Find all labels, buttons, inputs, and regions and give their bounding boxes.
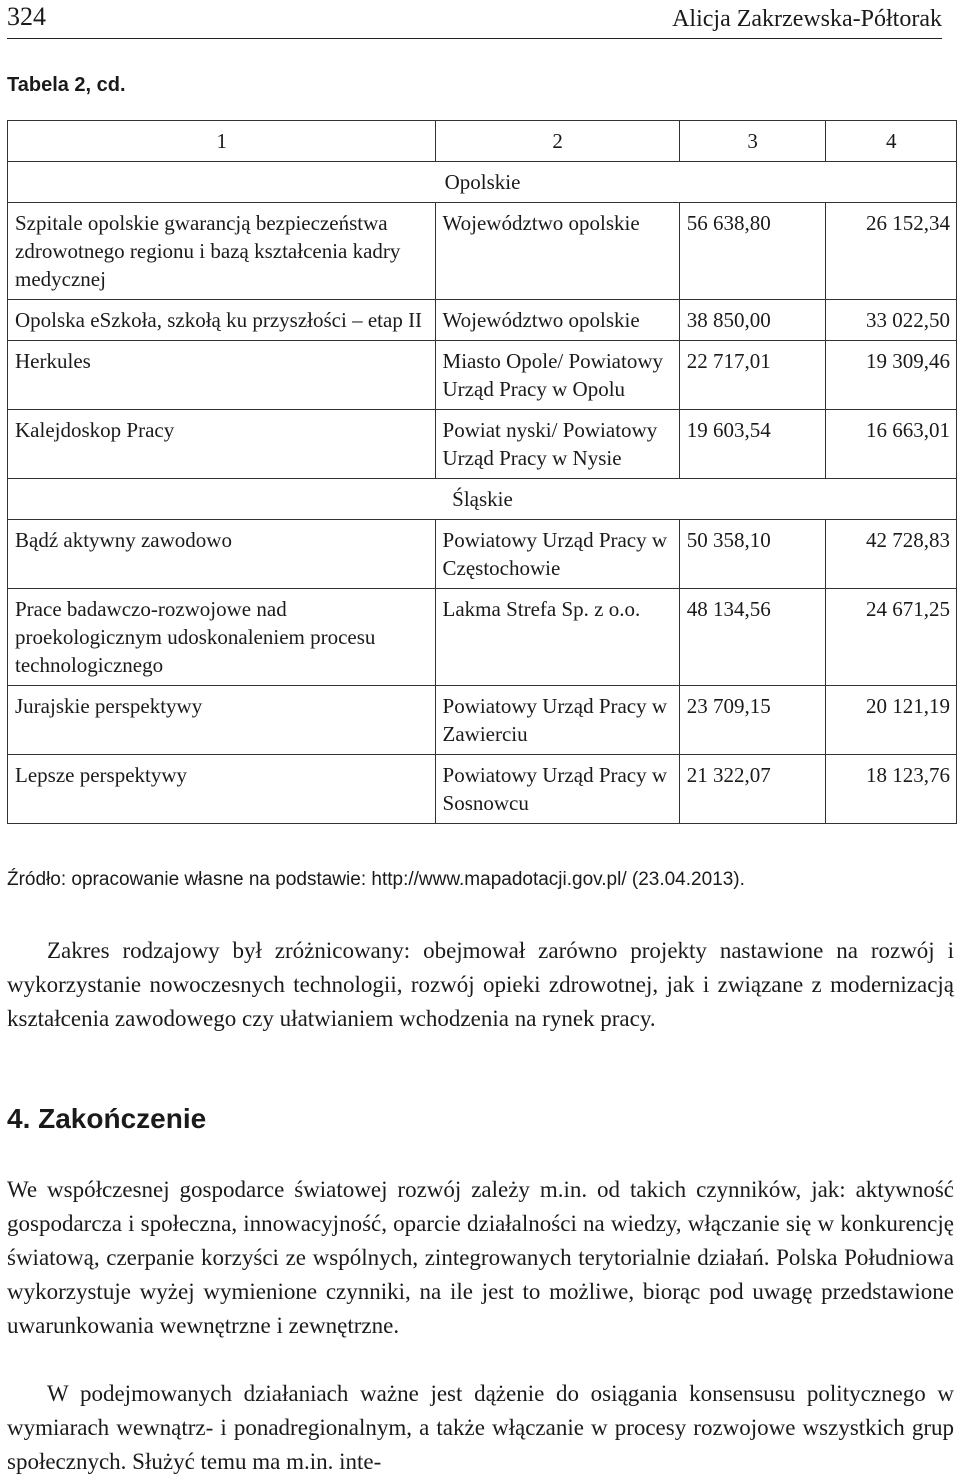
body-paragraph: W podejmowanych działaniach ważne jest dążenie do osiągania konsensusu politycznego w wymiarach wewnątrz- i ponadregionalnym, a także włączanie w procesy rozwojowe wszystkich grup społecznych. Służyć temu ma m.in. inte- — [7, 1381, 954, 1474]
body-paragraph: We współczesnej gospodarce światowej rozwój zależy m.in. od takich czynników, jak: aktywność gospodarcza i społeczna, innowacyjność, oparcie działalności na wiedzy, włączanie się w konkurencję światową, czerpanie korzyści ze wspólnych, zintegrowanych terytorialnie działań. Polska Południowa wykorzystuje wyżej wymienione czynniki, na ile jest to możliwe, biorąc pod uwagę przedstawione uwarunkowania wewnętrzne i zewnętrzne. — [7, 1177, 954, 1338]
value-total: 50 358,10 — [679, 520, 825, 589]
table-row — [8, 203, 957, 300]
value-total: 23 709,15 — [679, 686, 825, 755]
project-name: Prace badawczo-rozwojowe nad proekologicznym udoskonaleniem procesu technologicznego — [8, 589, 436, 686]
beneficiary: Powiatowy Urząd Pracy w Częstochowie — [435, 520, 679, 589]
column-number: 1 — [8, 121, 436, 162]
beneficiary: Województwo opolskie — [435, 300, 679, 341]
table-row — [8, 410, 957, 479]
value-eu: 24 671,25 — [825, 589, 956, 686]
value-eu: 16 663,01 — [825, 410, 956, 479]
project-name: Opolska eSzkoła, szkołą ku przyszłości – etap II — [8, 300, 436, 341]
page-header — [7, 2, 942, 39]
table-row — [8, 520, 957, 589]
region-label: Śląskie — [8, 479, 957, 520]
value-total: 21 322,07 — [679, 755, 825, 824]
project-name: Szpitale opolskie gwarancją bezpieczeństwa zdrowotnego regionu i bazą kształcenia kadry medycznej — [8, 203, 436, 300]
value-eu: 33 022,50 — [825, 300, 956, 341]
table-row — [8, 589, 957, 686]
value-eu: 19 309,46 — [825, 341, 956, 410]
beneficiary: Powiat nyski/ Powiatowy Urząd Pracy w Nysie — [435, 410, 679, 479]
value-total: 19 603,54 — [679, 410, 825, 479]
beneficiary: Miasto Opole/ Powiatowy Urząd Pracy w Opolu — [435, 341, 679, 410]
region-row — [8, 162, 957, 203]
table-row — [8, 300, 957, 341]
value-total: 22 717,01 — [679, 341, 825, 410]
region-row — [8, 479, 957, 520]
project-name: Jurajskie perspektywy — [8, 686, 436, 755]
table-row — [8, 341, 957, 410]
value-total: 38 850,00 — [679, 300, 825, 341]
project-name: Bądź aktywny zawodowo — [8, 520, 436, 589]
body-paragraph: Zakres rodzajowy był zróżnicowany: obejmował zarówno projekty nastawione na rozwój i wykorzystanie nowoczesnych technologii, rozwój opieki zdrowotnej, jak i związane z modernizacją kształcenia zawodowego czy ułatwianiem wchodzenia na rynek pracy. — [7, 938, 954, 1031]
region-label: Opolskie — [8, 162, 957, 203]
value-eu: 26 152,34 — [825, 203, 956, 300]
table-caption: Tabela 2, cd. — [7, 74, 126, 96]
running-author: Alicja Zakrzewska-Półtorak — [672, 6, 942, 32]
value-eu: 42 728,83 — [825, 520, 956, 589]
value-eu: 18 123,76 — [825, 755, 956, 824]
projects-table — [7, 120, 957, 824]
table-row — [8, 686, 957, 755]
column-number: 3 — [679, 121, 825, 162]
column-number: 2 — [435, 121, 679, 162]
table-row — [8, 755, 957, 824]
table-source-note: Źródło: opracowanie własne na podstawie: http://www.mapadotacji.gov.pl/ (23.04.2013). — [7, 869, 745, 890]
project-name: Kalejdoskop Pracy — [8, 410, 436, 479]
beneficiary: Województwo opolskie — [435, 203, 679, 300]
table-header-row — [8, 121, 957, 162]
beneficiary: Lakma Strefa Sp. z o.o. — [435, 589, 679, 686]
column-number: 4 — [825, 121, 956, 162]
value-eu: 20 121,19 — [825, 686, 956, 755]
page-number: 324 — [7, 2, 46, 31]
beneficiary: Powiatowy Urząd Pracy w Sosnowcu — [435, 755, 679, 824]
section-heading: 4. Zakończenie — [7, 1103, 207, 1134]
value-total: 56 638,80 — [679, 203, 825, 300]
beneficiary: Powiatowy Urząd Pracy w Zawierciu — [435, 686, 679, 755]
value-total: 48 134,56 — [679, 589, 825, 686]
project-name: Herkules — [8, 341, 436, 410]
project-name: Lepsze perspektywy — [8, 755, 436, 824]
